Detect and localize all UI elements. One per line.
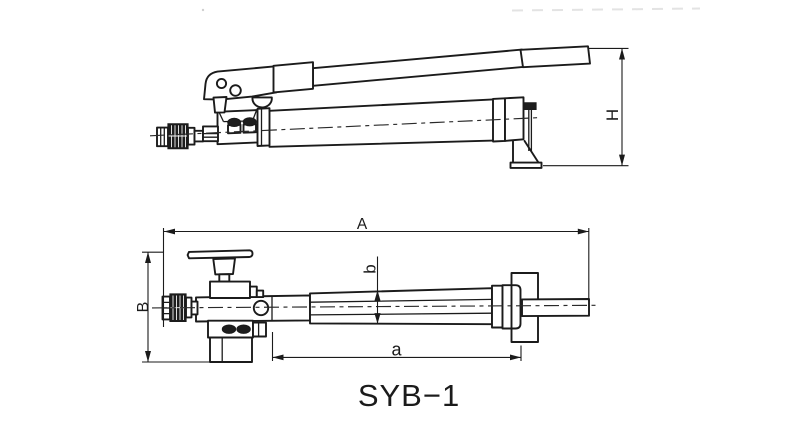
handle-socket	[274, 62, 314, 92]
link-clevis	[214, 97, 227, 113]
dimension-a	[273, 332, 522, 361]
dim-label-a: a	[391, 339, 402, 360]
dim-label-H: H	[602, 108, 622, 122]
pivot-pin-hole	[217, 79, 226, 88]
piston-boss	[254, 301, 268, 315]
scan-artifacts	[202, 9, 700, 12]
valve-bonnet	[210, 282, 250, 298]
base-block	[210, 338, 252, 363]
t-handle-bar	[188, 250, 253, 258]
dim-label-B: B	[135, 301, 153, 313]
lever-head	[204, 66, 277, 99]
plan-view	[135, 216, 599, 362]
dim-label-A: A	[356, 216, 368, 233]
ports-and-base	[208, 321, 266, 362]
reservoir-cylinder	[258, 97, 524, 147]
handle-grip	[521, 46, 591, 67]
release-valve-handle	[188, 250, 264, 298]
port-plug	[222, 325, 235, 333]
mounting-flange	[258, 108, 270, 146]
handle-rod	[313, 50, 525, 86]
dim-label-b: b	[360, 264, 380, 274]
outlet-coupler	[157, 124, 218, 149]
pivot-pin-hole	[230, 85, 241, 96]
output-rod	[522, 299, 589, 316]
port-plug	[237, 325, 250, 333]
end-flange-and-rod	[492, 273, 589, 342]
cam-lobe	[252, 97, 271, 107]
model-label: SYB−1	[357, 378, 461, 413]
side-elevation-view	[150, 46, 629, 168]
pump-head-block	[196, 295, 310, 321]
vent-screw	[525, 103, 537, 110]
